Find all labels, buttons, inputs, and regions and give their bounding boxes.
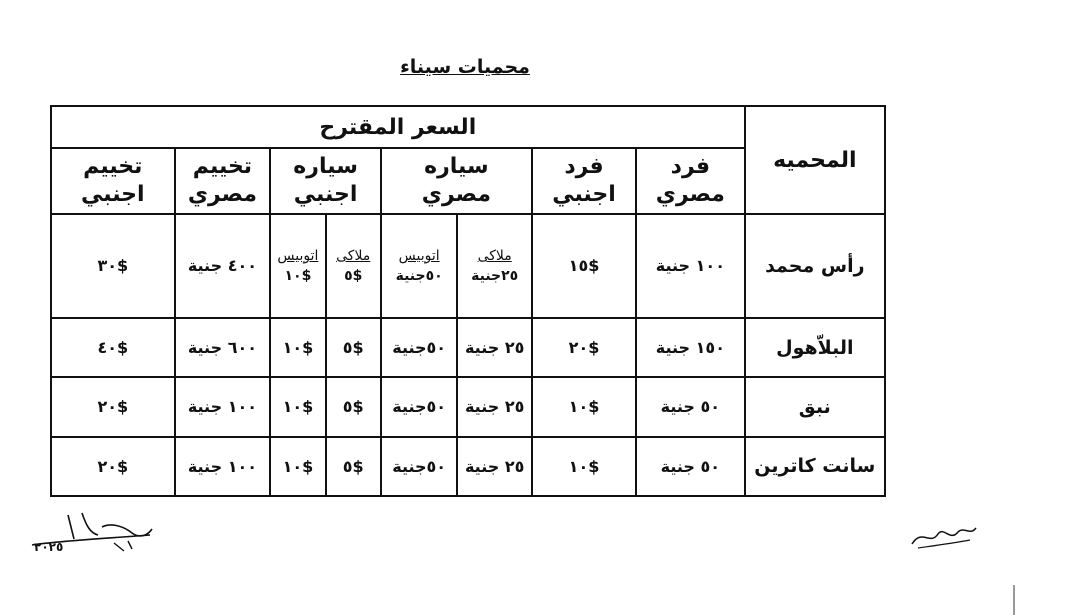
car-foreign-bus: $١٠: [270, 318, 325, 377]
camp-egyptian-price: ٦٠٠ جنية: [175, 318, 271, 377]
person-egyptian-price: ٥٠ جنية: [636, 377, 744, 436]
person-egyptian-price: ١٠٠ جنية: [636, 214, 744, 318]
car-egyptian-van: ٢٥ جنية: [457, 437, 531, 496]
car-egyptian-bus: ٥٠جنية: [381, 437, 458, 496]
car-egyptian-van: ٢٥ جنية: [457, 377, 531, 436]
camp-foreign-price: $٣٠: [51, 214, 175, 318]
reserve-name: نبق: [745, 377, 885, 436]
car-foreign-van: $٥: [326, 377, 381, 436]
signature-right: [908, 518, 980, 552]
camp-egyptian-price: ١٠٠ جنية: [175, 377, 271, 436]
car-foreign-van: $٥: [326, 437, 381, 496]
person-foreign-price: $١٠: [532, 437, 636, 496]
camp-foreign-price: $٢٠: [51, 377, 175, 436]
camp-egyptian-price: ١٠٠ جنية: [175, 437, 271, 496]
car-foreign-van: ملاكى $٥: [326, 214, 381, 318]
date-mark: ٢٠٢٥: [34, 540, 64, 554]
reserve-name: البلاّهول: [745, 318, 885, 377]
header-camp-foreign: تخييم اجنبي: [51, 148, 175, 214]
camp-foreign-price: $٢٠: [51, 437, 175, 496]
car-foreign-bus: $١٠: [270, 437, 325, 496]
header-person-egyptian: فرد مصري: [636, 148, 744, 214]
car-egyptian-van: ٢٥ جنية: [457, 318, 531, 377]
car-egyptian-bus: ٥٠جنية: [381, 318, 458, 377]
header-camp-egyptian: تخييم مصري: [175, 148, 271, 214]
header-car-egyptian: سياره مصري: [381, 148, 532, 214]
header-suggested-price: السعر المقترح: [51, 106, 745, 148]
car-foreign-bus: $١٠: [270, 377, 325, 436]
car-egyptian-bus: ٥٠جنية: [381, 377, 458, 436]
camp-foreign-price: $٤٠: [51, 318, 175, 377]
header-car-foreign: سياره اجنبي: [270, 148, 381, 214]
price-table: [50, 105, 886, 497]
camp-egyptian-price: ٤٠٠ جنية: [175, 214, 271, 318]
table-row: [51, 437, 885, 496]
person-foreign-price: $١٥: [532, 214, 636, 318]
person-egyptian-price: ٥٠ جنية: [636, 437, 744, 496]
person-foreign-price: $١٠: [532, 377, 636, 436]
margin-mark: [1010, 585, 1018, 615]
car-foreign-van: $٥: [326, 318, 381, 377]
person-foreign-price: $٢٠: [532, 318, 636, 377]
car-foreign-bus: اتوبيس $١٠: [270, 214, 325, 318]
reserve-name: رأس محمد: [745, 214, 885, 318]
person-egyptian-price: ١٥٠ جنية: [636, 318, 744, 377]
header-reserve: المحميه: [745, 106, 885, 214]
table-row: [51, 318, 885, 377]
header-person-foreign: فرد اجنبي: [532, 148, 636, 214]
table-row: [51, 377, 885, 436]
car-egyptian-van: ملاكى ٢٥جنية: [457, 214, 531, 318]
car-egyptian-bus: اتوبيس ٥٠جنية: [381, 214, 458, 318]
table-row: [51, 214, 885, 318]
page-title: محميات سيناء: [400, 56, 530, 78]
reserve-name: سانت كاترين: [745, 437, 885, 496]
